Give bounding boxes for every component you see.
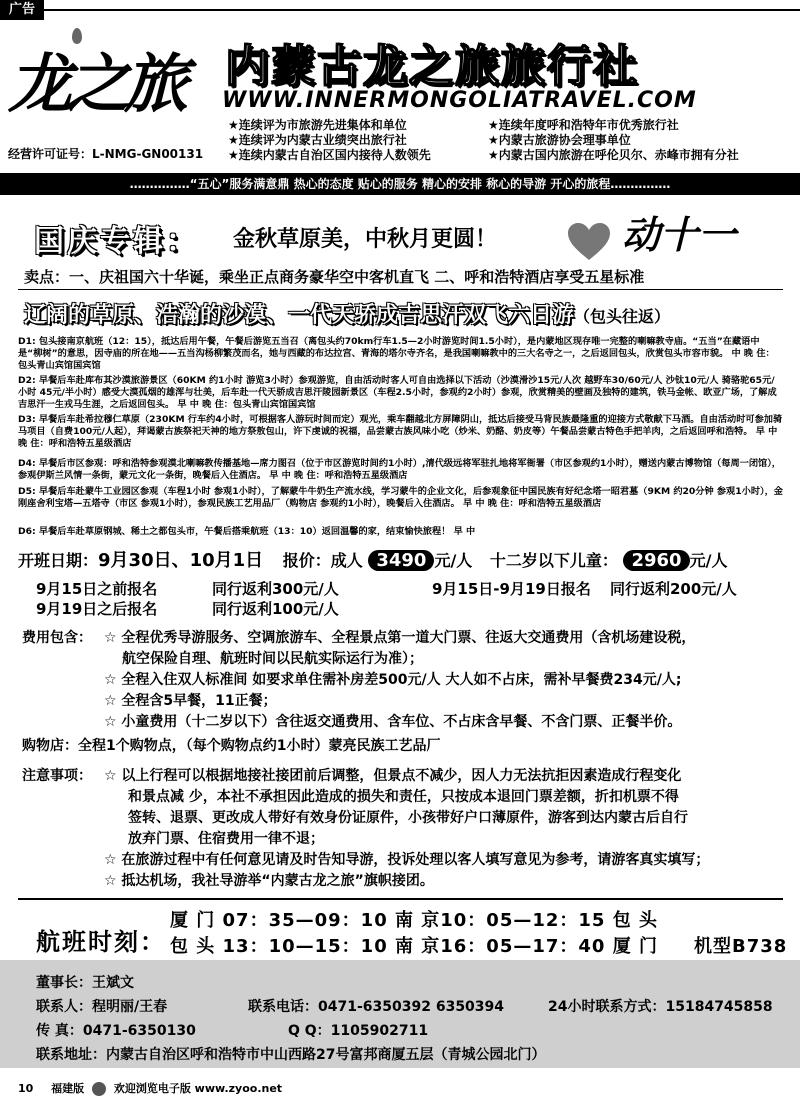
promo-label: 国庆专辑： (34, 224, 199, 259)
day-label: D3: (18, 414, 36, 425)
honor-item: ★内蒙古国内旅游在呼伦贝尔、赤峰市拥有分社 (488, 148, 739, 162)
day-label: D2: (18, 375, 36, 386)
itinerary-day (18, 375, 783, 411)
chairman: 董事长：王斌文 (36, 975, 134, 991)
price-label: 报价：成人 (282, 551, 363, 570)
fee-item: ☆ 全程优秀导游服务、空调旅游车、全程景点第一道大门票、往返大交通费用（含机场建设税， (104, 630, 696, 646)
rebate-amount: 同行返利300元/人 (212, 580, 339, 598)
top-rule (44, 9, 800, 11)
honor-item: ★连续内蒙古自治区国内接待人数领先 (228, 148, 431, 162)
contact-person: 联系人：程明丽/王春 (36, 999, 168, 1015)
selling-points: 卖点：一、庆祖国六十华诞，乘坐正点商务豪华空中客机直飞 二、呼和浩特酒店享受五星标准 (24, 268, 645, 286)
honors-right (488, 118, 739, 163)
itinerary-day (18, 486, 783, 510)
contact-phone: 联系电话：0471-6350392 6350394 (248, 999, 505, 1015)
qq: Q Q：1105902711 (288, 1023, 429, 1039)
note-item: 签转、退票、更改成人带好有效身份证原件，小孩带好户口薄原件，游客到达内蒙古后自行 (128, 810, 688, 826)
child-price-unit: 元/人 (689, 551, 728, 570)
flights-label: 航班时刻： (36, 928, 166, 956)
divider (18, 898, 783, 900)
day-hotel: 住：包头青山宾馆国宾馆 (18, 348, 775, 371)
day-meal: 早 中 晚 (18, 426, 778, 449)
divider (18, 289, 783, 290)
honor-item: ★内蒙古旅游协会理事单位 (488, 133, 631, 147)
day-label: D4: (18, 458, 36, 469)
logo: 龙之旅 (8, 47, 182, 122)
rebate-period: 9月19日之后报名 (36, 600, 158, 618)
day-hotel: 住：包头青山宾馆国宾馆 (214, 399, 316, 410)
tour-title-note: （包头往返） (574, 307, 671, 326)
day-meal: 早 中 晚 (463, 498, 497, 509)
note-item: ☆ 以上行程可以根据地接社接团前后调整，但景点不减少，因人力无法抗拒因素造成行程变化 (104, 768, 682, 784)
day-meal: 早 中 晚 (177, 399, 212, 410)
note-item: ☆ 抵达机场，我社导游举“内蒙古龙之旅”旗帜接团。 (104, 873, 434, 889)
aircraft-model: 机型B738 (694, 936, 788, 957)
edition-logo-icon (92, 1082, 106, 1096)
note-item: ☆ 在旅游过程中有任何意见请及时告知导游，投诉处理以客人填写意见为参考，请游客真实填写； (104, 852, 710, 868)
notes-list (104, 766, 794, 892)
day-meal: 早 中 (453, 526, 476, 537)
promo-slogan: 金秋草原美，中秋月更圆！ (233, 227, 498, 252)
promo-dong: 动十一 (622, 212, 737, 257)
shopping-info: 购物店：全程1个购物点，（每个购物点约1小时）蒙亮民族工艺品厂 (22, 738, 441, 754)
flight-row: 厦 门 07：35—09：10 南 京10：05—12：15 包 头 (170, 910, 658, 931)
tour-title-text: 辽阔的草原、浩瀚的沙漠、一代天骄成吉思汗双飞六日游 (24, 303, 575, 328)
fee-item: ☆ 全程入住双人标准间 如要求单住需补房差500元/人 大人如不占床，需补早餐费234元/人; (104, 672, 682, 688)
fees-list (104, 628, 794, 733)
honor-item: ★连续评为内蒙古业绩突出旅行社 (228, 133, 407, 147)
child-price: 2960 (623, 550, 689, 571)
day-meal: 早 中 晚 (269, 470, 304, 481)
website-link[interactable]: WWW.INNERMONGOLIATRAVEL.COM (222, 88, 697, 113)
start-label: 开班日期： (18, 551, 99, 570)
fax: 传 真：0471-6350130 (36, 1023, 196, 1039)
start-dates: 9月30日、10月1日 (98, 550, 264, 571)
note-item: 放弃门票、住宿费用一律不退； (128, 831, 324, 847)
adult-price: 3490 (368, 550, 434, 571)
rebate-amount: 同行返利100元/人 (212, 600, 339, 618)
rebate-amount: 同行返利200元/人 (610, 580, 737, 598)
rebate-period: 9月15日-9月19日报名 (432, 580, 591, 598)
day-label: D6: (18, 526, 36, 537)
brand-name: 内蒙古龙之旅旅行社 (225, 41, 639, 92)
heart-icon (566, 222, 612, 262)
day-hotel: 住：呼和浩特五星级酒店 (306, 470, 408, 481)
rebate-period: 9月15日之前报名 (36, 580, 158, 598)
day-text: 早餐后车赴草原钢城、稀土之都包头市，午餐后搭乘航班（13：10）返回温馨的家，结束愉快旅程！ (38, 526, 451, 537)
day-hotel: 住：呼和浩特五星级酒店 (30, 438, 132, 449)
notes-label: 注意事项： (22, 768, 92, 784)
day-label: D5: (18, 486, 36, 497)
day-text: 包头接南京航班（12：15），抵达后用午餐，午餐后游览五当召（离包头约70km行车1.5—2小时游览时间1.5小时），是内蒙地区现存唯一完整的喇嘛教寺庙。“五当”在藏语中是“柳树”的意思，因寺庙的所在地——五当沟杨柳繁茂而名，她与西藏的布达拉宫、青海的塔尔寺齐名，是我国喇嘛教中的三大名寺之一，之后返回包头，欣赏包头市容市貌。 (18, 336, 760, 359)
tour-title (24, 298, 670, 329)
day-hotel: 住：呼和浩特五星级酒店 (500, 498, 602, 509)
fee-item: ☆ 小童费用（十二岁以下）含往返交通费用、含车位、不占床含早餐、不含门票、正餐半价。 (104, 714, 682, 730)
fee-item: 航空保险自理、航班时间以民航实际运行为准）； (122, 651, 423, 667)
edition: 福建版 (51, 1082, 85, 1095)
flight-row: 包 头 13：10—15：10 南 京16：05—17：40 厦 门 (170, 936, 658, 957)
honor-item: ★连续年度呼和浩特年市优秀旅行社 (488, 118, 679, 132)
price-unit: 元/人 (434, 551, 473, 570)
day-text: 早餐后市区参观：呼和浩特参观漠北喇嘛教传播基地—席力图召（位于市区游览时间约1小时）,清代级远将军驻扎地将军衙署（市区参观约1小时），赠送内蒙古博物馆（每周一闭馆），参观伊斯兰风情一条街，蒙元文化一条街，晚餐后入住酒店。 (18, 458, 781, 481)
fee-item: ☆ 全程含5早餐，11正餐； (104, 693, 277, 709)
address: 联系地址：内蒙古自治区呼和浩特市中山西路27号富邦商厦五层（青城公园北门） (36, 1047, 546, 1063)
fees-label: 费用包含： (22, 630, 92, 646)
day-text: 早餐后车赴蒙牛工业园区参观（车程1小时 参观1小时），了解蒙牛牛奶生产流水线，学习蒙牛的企业文化，后参观象征中国民族有好纪念塔一昭君墓（9KM 约20分钟 参观1小时），金刚座舍利宝塔—五塔寺（市区 参观1小时），参观民族工艺用品厂（购物店 参观约1小时），晚餐后入住酒店。 (18, 486, 783, 509)
page-number: 10 (18, 1082, 34, 1095)
itinerary-day (18, 414, 783, 450)
ad-tag: 广告 (0, 0, 44, 20)
day-label: D1: (18, 336, 36, 347)
itinerary-day (18, 336, 783, 372)
note-item: 和景点减 少，本社不承担因此造成的损失和责任，只按成本退回门票差额，折扣机票不得 (128, 789, 679, 805)
day-meal: 中 晚 (731, 348, 754, 359)
service-banner: ……………“五心”服务满意鼎 热心的态度 贴心的服务 精心的安排 称心的导游 开心的旅程…………… (0, 173, 800, 195)
hotline: 24小时联系方式：15184745858 (548, 999, 773, 1015)
ebook-link[interactable]: 欢迎浏览电子版 www.zyoo.net (113, 1082, 283, 1095)
license-number: 经营许可证号：L-NMG-GN00131 (8, 147, 204, 161)
honor-item: ★连续评为市旅游先进集体和单位 (228, 118, 407, 132)
day-text: 早餐后车赴希拉穆仁草原（230KM 行车约4小时，可根据客人游玩时间而定）观光，乘车翻越北方屏障阴山，抵达后接受马背民族最隆重的迎接方式敬献下马酒。自由活动时可参加骑马项目（自费100元/人起），拜谒蒙古族祭祀天神的地方祭敖包山，许下虔诚的祝福，品尝蒙古族风味小吃（炒米、奶酪、奶皮等）午餐品尝蒙古特色手把羊肉，之后返回呼和浩特。 (18, 414, 783, 437)
day-text: 早餐后车赴库布其沙漠旅游景区（60KM 约1小时 游览3小时）参观游览，自由活动时客人可自由选择以下活动（沙漠滑沙15元/人次 越野车30/60元/人 沙钛10元/人 骑骆驼65元/小时 45元/半小时）感受大漠孤烟的雄浑与壮美，后车赴一代天骄成吉思汗陵园新景区（车程2.5小时，参观约2小时）参观，欣赏精美的壁画及独特的建筑，铁马金帐、欧亚广场，了解成吉思汗一生戎马生涯，之后返回包头。 (18, 375, 777, 410)
itinerary-day (18, 458, 783, 482)
price-row (18, 546, 798, 572)
honors-left (228, 118, 431, 163)
footer (18, 1080, 282, 1096)
itinerary-day (18, 526, 783, 538)
child-label: 十二岁以下儿童： (489, 551, 618, 570)
